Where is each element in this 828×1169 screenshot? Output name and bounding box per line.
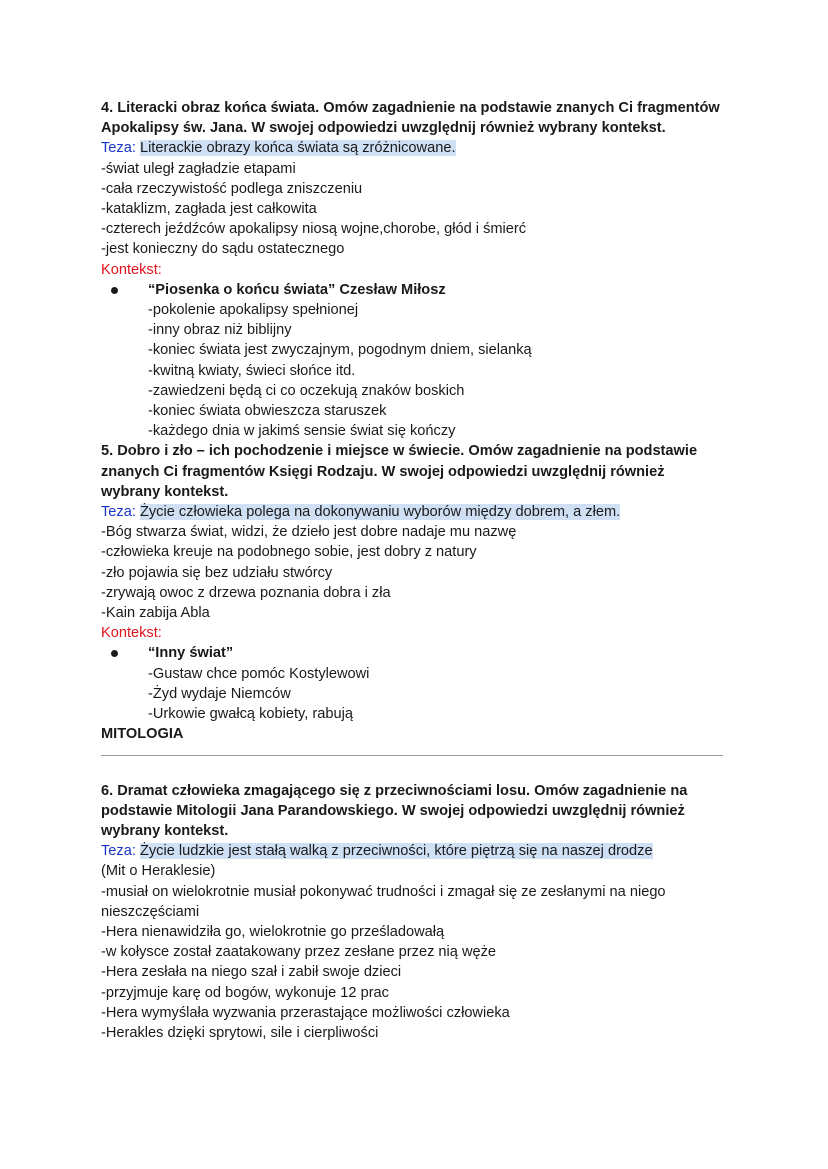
q5-context-title-text: “Inny świat”: [148, 645, 234, 662]
q4-context-point: -kwitną kwiaty, świeci słońce itd.: [148, 362, 356, 379]
context-label: Kontekst:: [101, 625, 162, 642]
q4-context-point: -koniec świata jest zwyczajnym, pogodnym dniem, sielanką: [148, 342, 532, 359]
q6-point: -musiał on wielokrotnie musiał pokonywać trudności i zmagał się ze zesłanymi na niego nieszczęściami: [101, 883, 666, 920]
q5-point: -Kain zabija Abla: [101, 605, 210, 622]
q5-context-point: -Urkowie gwałcą kobiety, rabują: [148, 706, 353, 723]
q5-context-point: -Żyd wydaje Niemców: [148, 685, 291, 702]
thesis-label: Teza:: [101, 140, 136, 157]
q6-thesis: [101, 841, 731, 861]
q4-context-title-text: “Piosenka o końcu świata” Czesław Miłosz: [148, 281, 446, 298]
q4-context-title: [101, 280, 731, 300]
q6-point: -w kołysce został zaatakowany przez zesłane przez nią węże: [101, 944, 497, 961]
thesis-text: Literackie obrazy końca świata są zróżnicowane.: [139, 140, 456, 157]
q4-thesis: [101, 138, 731, 158]
q4-point: -cała rzeczywistość podlega zniszczeniu: [101, 180, 363, 197]
bullet-icon: [111, 287, 118, 294]
q6-point: -Hera nienawidziła go, wielokrotnie go prześladowałą: [101, 923, 445, 940]
bullet-icon: [111, 650, 118, 657]
thesis-label: Teza:: [101, 843, 136, 860]
section-heading: MITOLOGIA: [101, 726, 184, 743]
thesis-label: Teza:: [101, 504, 136, 521]
q4-point: -czterech jeźdźców apokalipsy niosą wojne,chorobe, głód i śmierć: [101, 221, 527, 238]
q6-myth-reference: (Mit o Heraklesie): [101, 863, 216, 880]
q6-point: -przyjmuje karę od bogów, wykonuje 12 prac: [101, 984, 389, 1001]
q6-point: -Hera zesłała na niego szał i zabił swoje dzieci: [101, 964, 402, 981]
context-label: Kontekst:: [101, 261, 162, 278]
q6-point: -Hera wymyślała wyzwania przerastające możliwości człowieka: [101, 1004, 510, 1021]
q5-point: -człowieka kreuje na podobnego sobie, jest dobry z natury: [101, 544, 477, 561]
thesis-text: Życie człowieka polega na dokonywaniu wyborów między dobrem, a złem.: [139, 504, 621, 521]
q5-thesis: [101, 502, 731, 522]
q4-point: -jest konieczny do sądu ostatecznego: [101, 241, 345, 258]
q5-context-title: [101, 643, 731, 663]
q6-point: -Herakles dzięki sprytowi, sile i cierpliwości: [101, 1024, 379, 1041]
question-6-title: 6. Dramat człowieka zmagającego się z przeciwnościami losu. Omów zagadnienie na podstawie Mitologii Jana Parandowskiego. W swojej odpowiedzi uwzględnij również wybrany kontekst.: [101, 782, 688, 839]
q4-context-point: -zawiedzeni będą ci co oczekują znaków boskich: [148, 382, 465, 399]
q5-context-point: -Gustaw chce pomóc Kostylewowi: [148, 665, 370, 682]
q5-point: -zło pojawia się bez udziału stwórcy: [101, 564, 333, 581]
question-4-title: 4. Literacki obraz końca świata. Omów zagadnienie na podstawie znanych Ci fragmentów Apokalipsy św. Jana. W swojej odpowiedzi uwzględnij również wybrany kontekst.: [101, 100, 720, 137]
q4-context-point: -koniec świata obwieszcza staruszek: [148, 403, 387, 420]
q4-point: -świat uległ zagładzie etapami: [101, 160, 296, 177]
document-content: [101, 98, 731, 1043]
q4-context-point: -inny obraz niż biblijny: [148, 322, 292, 339]
q4-point: -kataklizm, zagłada jest całkowita: [101, 201, 317, 218]
q5-point: -zrywają owoc z drzewa poznania dobra i zła: [101, 584, 391, 601]
question-5-title: 5. Dobro i zło – ich pochodzenie i miejsce w świecie. Omów zagadnienie na podstawie znanych Ci fragmentów Księgi Rodzaju. W swojej odpowiedzi uwzględnij również wybrany kontekst.: [101, 443, 698, 500]
thesis-text: Życie ludzkie jest stałą walką z przeciwności, które piętrzą się na naszej drodze: [139, 843, 653, 860]
q4-context-point: -każdego dnia w jakimś sensie świat się kończy: [148, 423, 456, 440]
q4-context-point: -pokolenie apokalipsy spełnionej: [148, 302, 359, 319]
q5-point: -Bóg stwarza świat, widzi, że dzieło jest dobre nadaje mu nazwę: [101, 524, 517, 541]
